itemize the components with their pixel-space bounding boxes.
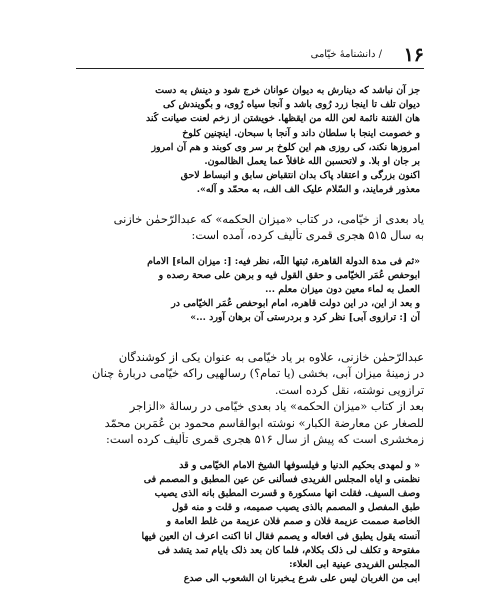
page-header [76,44,424,72]
mizan-quote-block [76,255,424,326]
quote-line: امروزها نکند، کی روزی هم این کلوخ بر سر وی کوبند و هم آن امروز [151,141,420,153]
text-line: زمخشری است که پیش از سال ۵۱۶ هجری قمری تألیف کرده است: [106,433,424,447]
quote-line: « و لمهدی بحکیم الدنیا و فیلسوفها الشیخ الامام الخیّامی و قد [179,459,420,471]
text-line: در زمینهٔ میزان آبی، بخشی (یا تمام؟) رسالهیی راکه خیّامی دربارهٔ چنان [91,367,424,381]
paragraph-khazini [76,350,424,400]
paragraph-mizan-intro [76,212,424,245]
quote-line: نظمنی و ایاه المجلس الفریدی فسألنی عن عین المطبق و المصمم فی [143,473,420,485]
paragraph-zamakhshari-intro [76,399,424,449]
zamakhshari-quote-block [76,459,424,587]
running-title: / دانشنامهٔ خیّامی [310,49,382,60]
quote-line: و بعد از این، در این دولت قاهره، امام ابوحفص عُمَر الخیّامی در [171,298,420,310]
header-rule [76,68,424,69]
quote-line: هان الفتنة نائمة لعن الله من ایقظها. خویشتن از زخم لعنت صیانت کُند [146,113,420,125]
quote-line: مفتوحة و تکلف لی ذلک بکلام، فلما کان بعد ذلک بایام تمد یتشد فی [157,544,420,556]
quote-line: معذور فرمایند، و السّلام علیک الف الف، به محمّد و آله». [196,184,420,196]
page-body [76,84,424,586]
text-line: به سال ۵۱۵ هجری قمری تألیف کرده، آمده است: [191,229,424,243]
quote-line: العمل به لماء معین دون میزان معلم ... [265,284,420,296]
top-quote-block [76,84,424,198]
quote-line: ابوحفص عُمَر الخیّامی و حقق القول فیه و برهن علی صحة رصده و [158,269,420,281]
text-line: عبدالرّحمٰن خازنی، علاوه بر یاد خیّامی به عنوان یکی از کوشندگان [118,350,424,364]
quote-line: الخاصة صممت عزیمة فلان و صمم فلان عزیمة من غلط العامة و [166,516,420,528]
quote-line: آنسته یقول یطبق فی افعاله و یصمم فقال انا اکنت اعرف ان العین فیها [141,530,420,542]
quote-line: اکنون بزرگی و اعتقاد پاک بدان انتقباض سابق و انبساط لاحق [180,170,420,182]
quote-line: دیوان تلف تا اینجا زرد رُوی باشد و آنجا سیاه رُوی، و بگویندش کی [162,99,420,111]
quote-line: وصف السیف. فقلت انها مسکورة و قسرت المطبق بانه الذی یصیب [154,488,420,500]
text-line: یاد بعدی از خیّامی، در کتاب «میزان الحکمه» که عبدالرّحمٰن خازنی [113,212,424,226]
quote-line: و خصومت اینجا با سلطان داند و آنجا با سبحان. اینچنین کلوخ [182,127,420,139]
verse-line: ابی من الغربان لیس علی شرع یـخبرنا ان الشعوب الی صدع [183,573,420,585]
quote-line: بر جان او بلا. و لاتحسبن الله غافلاً عما یعمل الظالمون. [204,156,420,168]
text-line: ترازویی نوشته، نقل کرده است. [274,383,424,397]
quote-line: المجلس الفریدی عینیة ابی العلاء: [289,559,420,571]
text-line: للصغار عن معارضة الکبار» نوشته ابوالقاسم محمود بن عُمَربن محمّد [104,416,424,430]
quote-line: جز آن نباشد که دینارش به دیوان عوانان خرج شود و دینش به دست [155,85,420,96]
quote-line: آن [: ترازوی آبی] نظر کرد و بردرستی آن برهان آورد ...» [190,312,420,324]
quote-line: «ثم فی مدة الدولة القاهرة، ثبتها اللّٰه، نظر فیه: [: میزان الماء] الامام [147,255,420,267]
quote-line: طبق المفصل و المصمم بالذی یصیب صمیمه، و قلت و منه قول [172,502,420,514]
text-line: بعد از کتاب «میزان الحکمه» یاد بعدی خیّامی در رسالهٔ «الزاجر [129,400,424,414]
page-number: ۱۶ [403,44,424,66]
